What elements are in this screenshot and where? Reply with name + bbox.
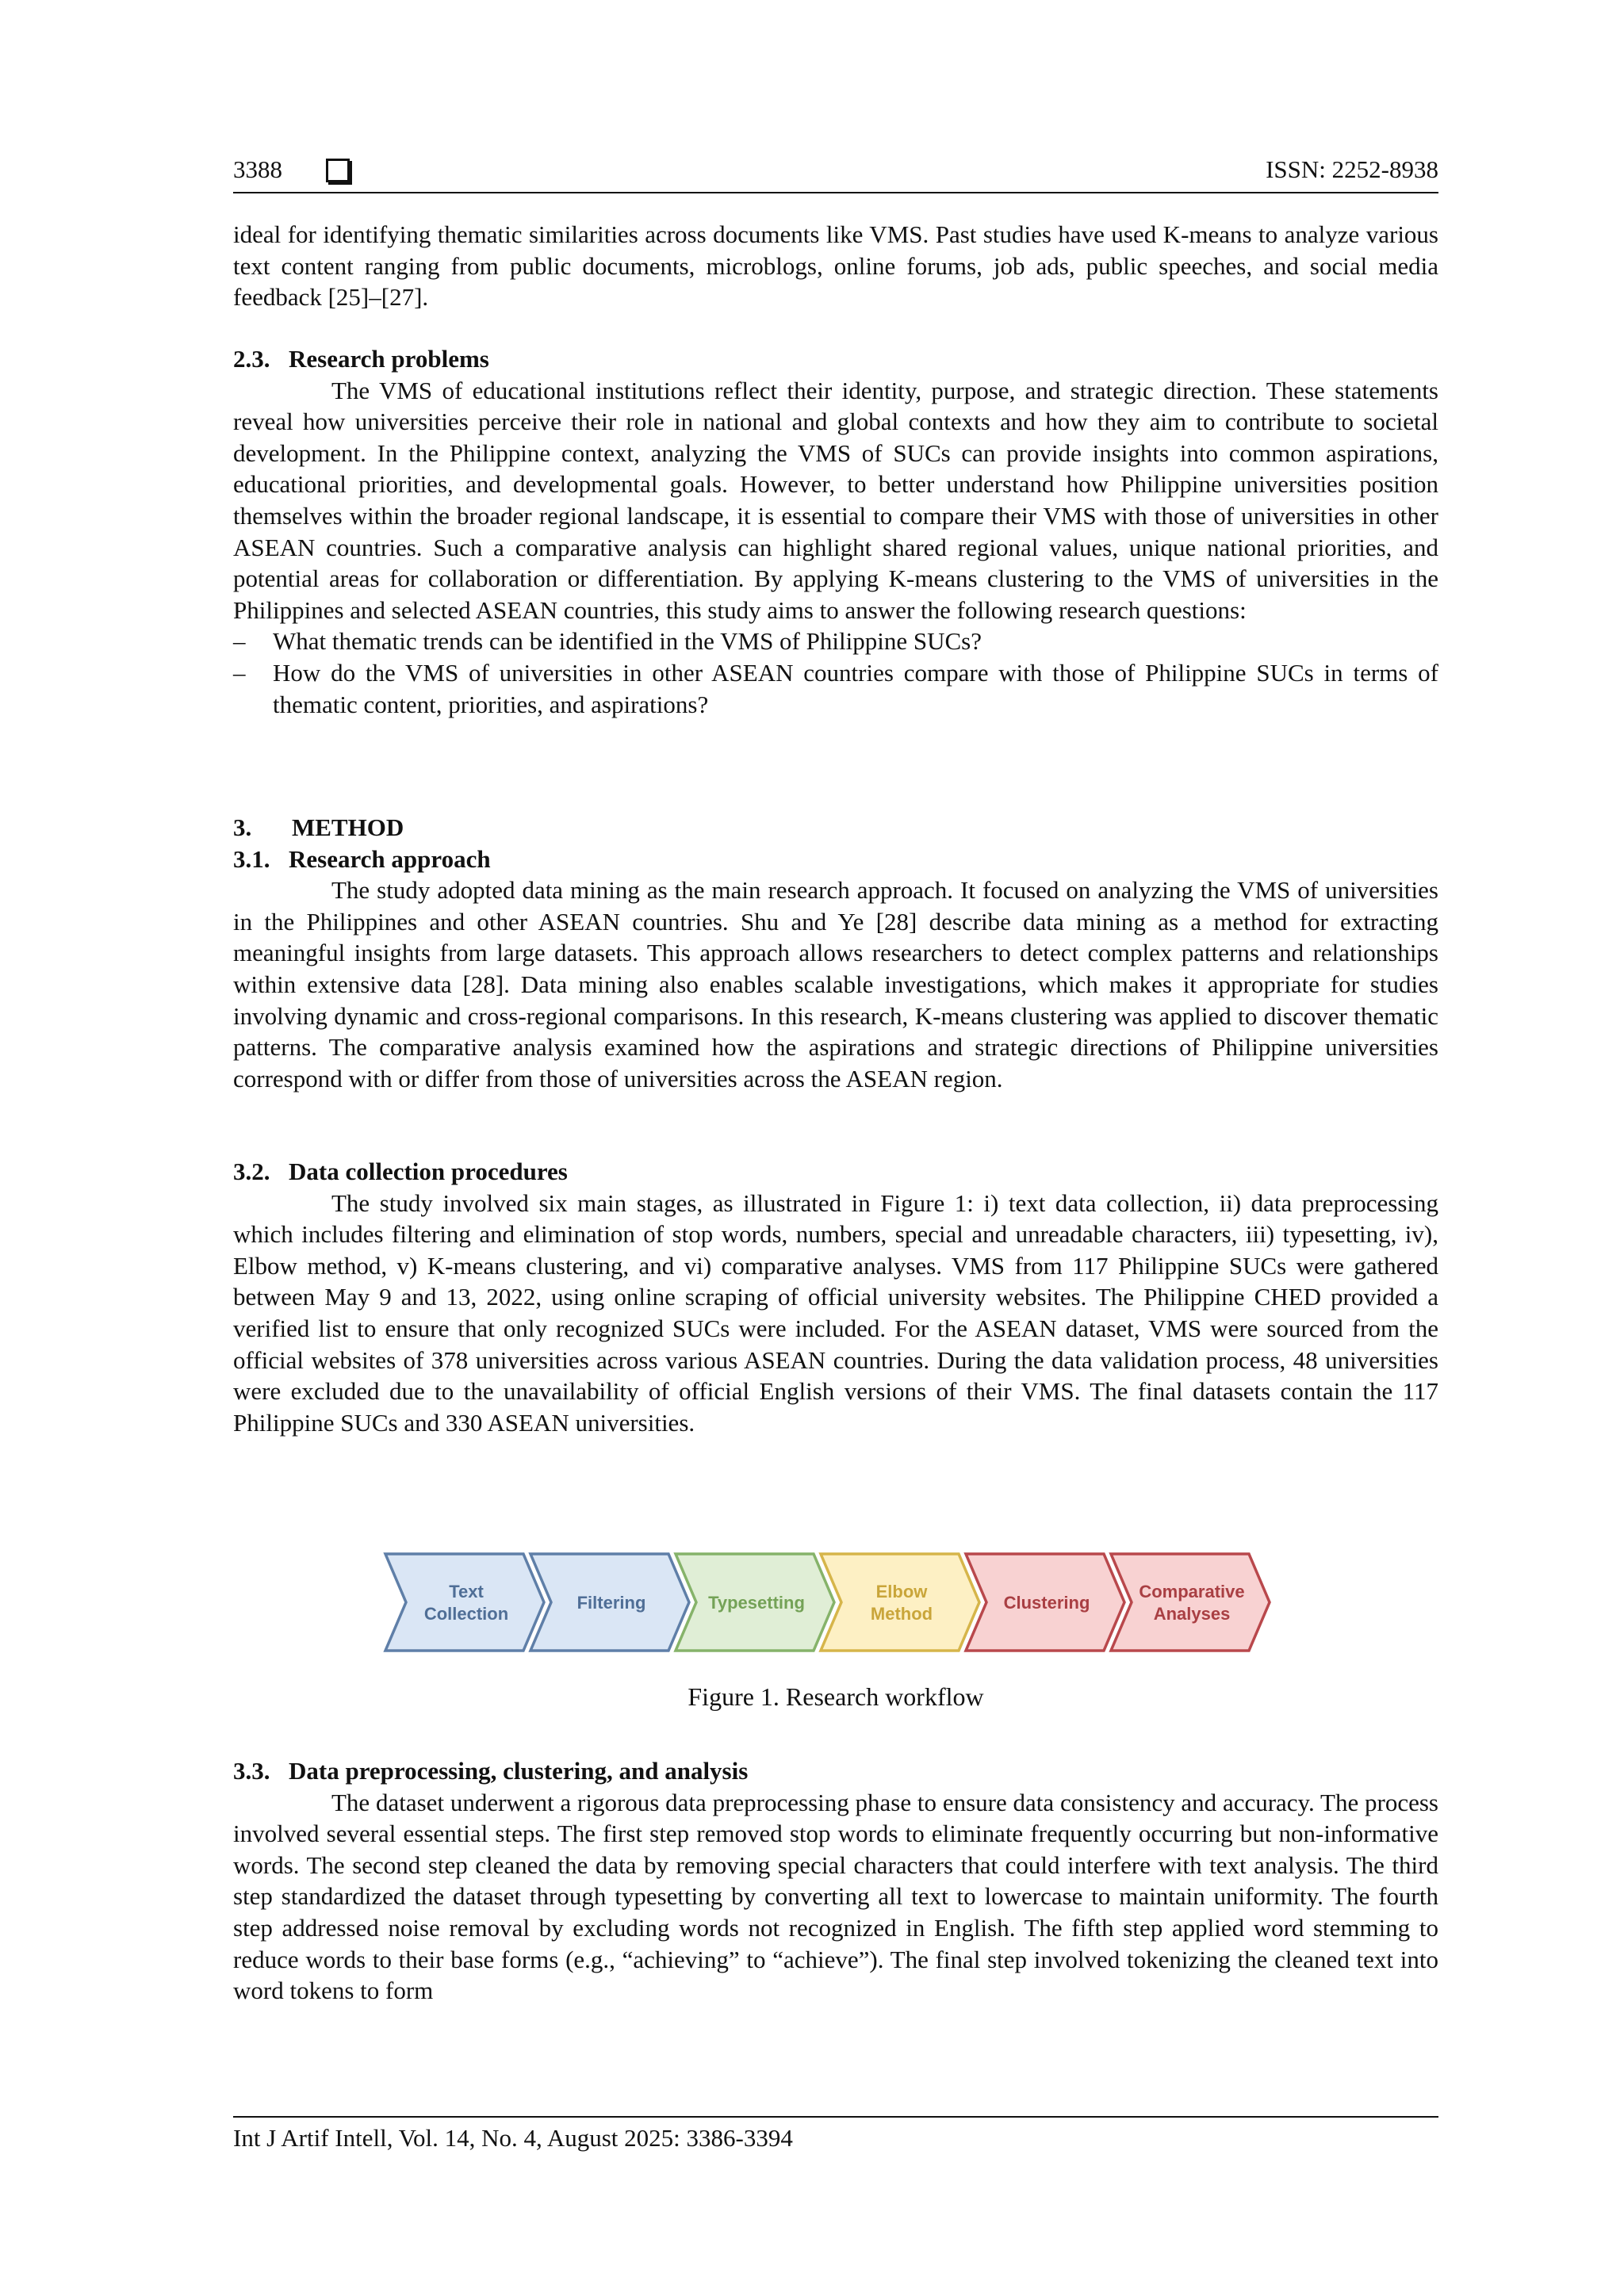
square-icon — [326, 159, 350, 182]
subsection-heading — [233, 1156, 1438, 1188]
workflow-figure — [381, 1549, 1293, 1655]
section-title: Data collection procedures — [289, 1158, 568, 1185]
journal-citation: Int J Artif Intell, Vol. 14, No. 4, August 2025: 3386-3394 — [233, 2124, 793, 2152]
workflow-step-label: Method — [870, 1604, 933, 1624]
section-2-3 — [233, 343, 1438, 720]
workflow-step-label: Text — [449, 1582, 484, 1601]
section-3-3 — [233, 1755, 1438, 2007]
workflow-step — [385, 1554, 544, 1651]
section-paragraph: The study adopted data mining as the main research approach. It focused on analyzing the VMS of universities in the Philippines and other ASEAN countries. Shu and Ye [28] describe data mining as a method for extracting meaningful insights from large datasets. This approach allows researchers to detect complex patterns and relationships within extensive data [28]. Data mining also enables scalable investigations, which makes it appropriate for studies involving dynamic and cross-regional comparisons. In this research, K-means clustering was applied to discover thematic patterns. The comparative analysis examined how the aspirations and strategic directions of Philippine universities correspond with or differ from those of universities across the ASEAN region. — [233, 876, 1438, 1093]
section-title: Research problems — [289, 345, 489, 373]
section-3-2 — [233, 1156, 1438, 1438]
chevron-shape — [1111, 1554, 1270, 1651]
section-number: 3.3. — [233, 1757, 270, 1785]
section-heading — [233, 343, 1438, 375]
workflow-step — [530, 1554, 689, 1651]
issn: ISSN: 2252-8938 — [1266, 155, 1438, 183]
page-number: 3388 — [233, 155, 282, 183]
figure-caption: Figure 1. Research workflow — [688, 1682, 984, 1711]
section-heading — [233, 812, 1438, 844]
workflow-step-label: Collection — [423, 1604, 509, 1624]
section-number: 3.2. — [233, 1158, 270, 1185]
chevron-shape — [821, 1554, 979, 1651]
section-title: Research approach — [289, 844, 491, 873]
intro-paragraph: ideal for identifying thematic similarities across documents like VMS. Past studies have used K-means to analyze various text content ranging from public documents, microblogs, online forums, job ads, public speeches, and social media feedback [25]–[27]. — [233, 220, 1438, 312]
page-footer — [233, 2116, 1438, 2154]
workflow-step — [1111, 1554, 1270, 1651]
subsection-heading — [233, 844, 1438, 875]
workflow-diagram — [381, 1549, 1293, 1655]
workflow-step-label: Filtering — [576, 1593, 646, 1613]
section-number: 2.3. — [233, 345, 270, 373]
research-questions — [233, 626, 1438, 720]
page-header — [233, 155, 1438, 193]
section-paragraph: The study involved six main stages, as illustrated in Figure 1: i) text data collection, ii) data preprocessing which includes filtering and elimination of stop words, numbers, special and unreadable characters, iii) typesetting, iv), Elbow method, v) K-means clustering, and vi) comparative analyses. VMS from 117 Philippine SUCs were gathered between May 9 and 13, 2022, using online scraping of official university websites. The Philippine CHED provided a verified list to ensure that only recognized SUCs were included. For the ASEAN dataset, VMS were sourced from the official websites of 378 universities across various ASEAN countries. During the data validation process, 48 universities were excluded due to the unavailability of official English versions of their VMS. The final datasets contain the 117 Philippine SUCs and 330 ASEAN universities. — [233, 1188, 1438, 1437]
section-title: Data preprocessing, clustering, and analysis — [289, 1757, 749, 1785]
list-item: – What thematic trends can be identified in the VMS of Philippine SUCs? — [233, 626, 1438, 657]
workflow-step-label: Elbow — [875, 1582, 928, 1601]
chevron-shape — [385, 1554, 544, 1651]
list-item: – How do the VMS of universities in other ASEAN countries compare with those of Philippine SUCs in terms of thematic content, priorities, and aspirations? — [233, 657, 1438, 720]
section-paragraph: The dataset underwent a rigorous data preprocessing phase to ensure data consistency and accuracy. The process involved several essential steps. The first step removed stop words to eliminate frequently occurring but non-informative words. The second step cleaned the data by removing special characters that could interfere with text analysis. The third step standardized the dataset through typesetting by converting all text to lowercase to maintain uniformity. The fourth step addressed noise removal by excluding words not recognized in English. The fifth step applied word stemming to reduce words to their base forms (e.g., “achieving” to “achieve”). The final step involved tokenizing the cleaned text into word tokens to form — [233, 1788, 1438, 2005]
workflow-step-label: Clustering — [1003, 1593, 1090, 1613]
section-3 — [233, 812, 1438, 1094]
workflow-step — [676, 1554, 834, 1651]
workflow-step-label: Typesetting — [708, 1593, 805, 1613]
section-paragraph: The VMS of educational institutions reflect their identity, purpose, and strategic direction. These statements reveal how universities perceive their role in national and global contexts and how they aim to contribute to societal development. In the Philippine context, analyzing the VMS of SUCs can provide insights into common aspirations, educational priorities, and developmental goals. However, to better understand how Philippine universities position themselves within the broader regional landscape, it is essential to compare their VMS with those of universities in other ASEAN countries. Such a comparative analysis can highlight shared regional values, unique national priorities, and potential areas for collaboration or differentiation. By applying K-means clustering to the VMS of universities in the Philippines and selected ASEAN countries, this study aims to answer the following research questions: — [233, 376, 1438, 624]
intro-block — [233, 219, 1438, 313]
section-number: 3.1. — [233, 844, 270, 873]
workflow-step — [966, 1554, 1124, 1651]
workflow-step-label: Comparative — [1139, 1582, 1245, 1601]
workflow-step — [821, 1554, 979, 1651]
section-number: 3. — [233, 813, 252, 841]
section-title: METHOD — [292, 813, 404, 841]
subsection-heading — [233, 1755, 1438, 1787]
workflow-step-label: Analyses — [1153, 1604, 1231, 1624]
